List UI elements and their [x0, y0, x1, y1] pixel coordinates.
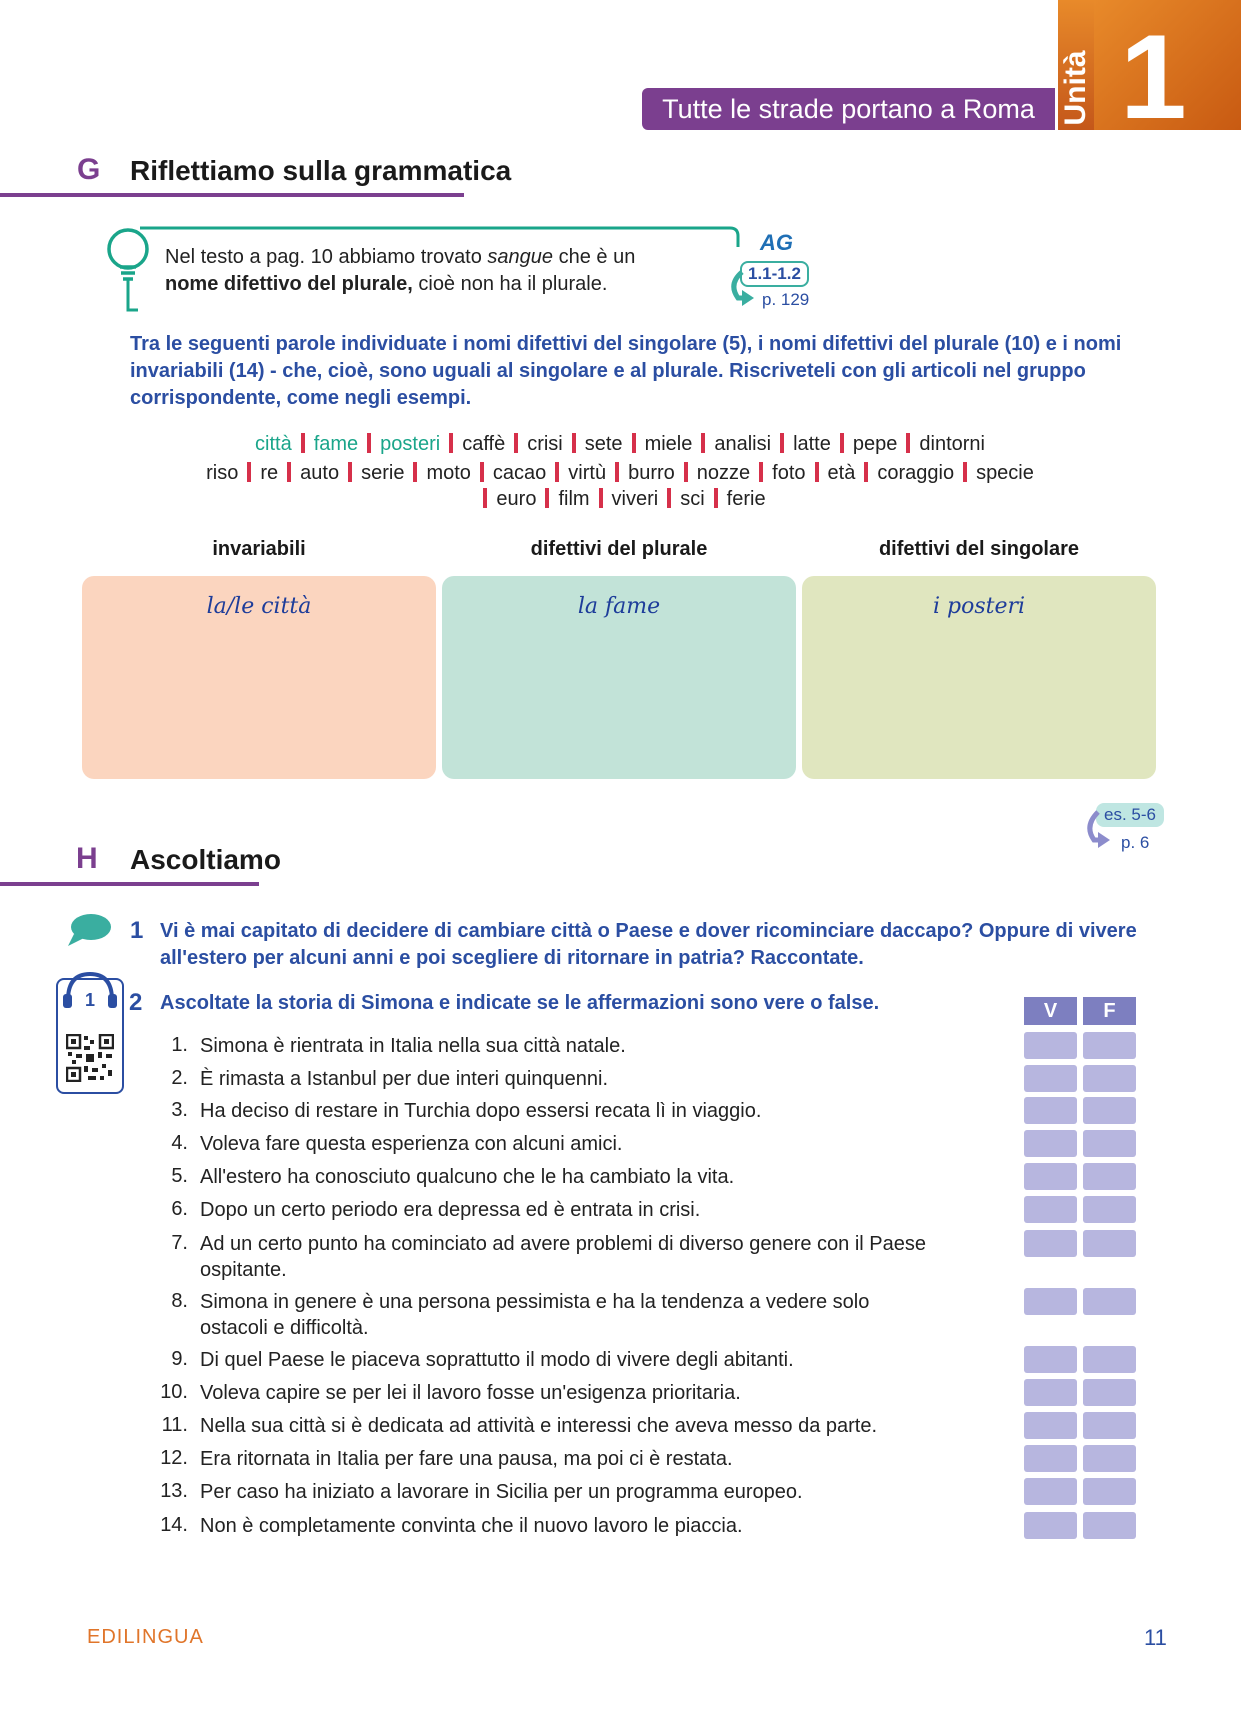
word-item: analisi: [714, 433, 772, 455]
question-1-number: 1: [130, 917, 144, 944]
statement-number: 2.: [171, 1067, 188, 1089]
word-item: re: [260, 462, 279, 484]
statement-number: 4.: [171, 1132, 188, 1154]
word-item: dintorni: [919, 433, 985, 455]
example-invariabili: la/le città: [206, 594, 312, 619]
answer-box-difettivi-plurale[interactable]: [442, 576, 796, 779]
statement-text: Di quel Paese le piaceva soprattutto il modo di vivere degli abitanti.: [200, 1349, 794, 1371]
question-1-text: Vi è mai capitato di decidere di cambiare città o Paese e dover ricominciare daccapo? Oppure di vivere all'estero per alcuni anni e poi scegliere di ritornare in patria? Raccontate.: [160, 920, 1137, 969]
publisher-logo: EDILINGUA: [87, 1626, 204, 1648]
word-separator: [759, 462, 763, 482]
false-checkbox[interactable]: [1083, 1065, 1136, 1092]
word-item: auto: [300, 462, 340, 484]
section-g-letter: G: [77, 153, 101, 186]
statement-number: 7.: [171, 1232, 188, 1254]
question-2-number: 2: [129, 989, 143, 1016]
true-checkbox[interactable]: [1024, 1130, 1077, 1157]
statement-number: 12.: [160, 1447, 188, 1469]
word-item: pepe: [852, 433, 898, 455]
grammar-ref-page[interactable]: p. 129: [762, 290, 810, 309]
statement-number: 3.: [171, 1099, 188, 1121]
grammar-ref-range[interactable]: 1.1-1.2: [740, 261, 809, 287]
word-item: riso: [206, 462, 239, 484]
word-item: foto: [772, 462, 806, 484]
example-word: fame: [313, 433, 359, 455]
word-item: film: [558, 488, 590, 510]
answer-box-invariabili[interactable]: [82, 576, 436, 779]
statement-text: Non è completamente convinta che il nuovo lavoro le piaccia.: [200, 1515, 743, 1537]
statement-number: 1.: [171, 1034, 188, 1056]
word-separator: [545, 488, 549, 508]
false-checkbox[interactable]: [1083, 1032, 1136, 1059]
statement-text: Voleva capire se per lei il lavoro fosse un'esigenza prioritaria.: [200, 1382, 741, 1404]
word-separator: [599, 488, 603, 508]
false-checkbox[interactable]: [1083, 1163, 1136, 1190]
statement-text: Per caso ha iniziato a lavorare in Sicilia per un programma europeo.: [200, 1481, 803, 1503]
section-h-underline: [0, 882, 259, 886]
statement-number: 10.: [160, 1381, 188, 1403]
statement-number: 8.: [171, 1290, 188, 1312]
statement-number: 6.: [171, 1198, 188, 1220]
word-separator: [555, 462, 559, 482]
word-separator: [287, 462, 291, 482]
statement-text: È rimasta a Istanbul per due interi quinquenni.: [200, 1068, 609, 1090]
statement-number: 11.: [161, 1414, 188, 1436]
tip-bold: nome difettivo del plurale,: [165, 273, 413, 295]
true-checkbox[interactable]: [1024, 1412, 1077, 1439]
word-item: età: [827, 462, 856, 484]
word-item: coraggio: [877, 462, 955, 484]
word-item: viveri: [611, 488, 659, 510]
true-checkbox[interactable]: [1024, 1379, 1077, 1406]
word-separator: [815, 462, 819, 482]
false-checkbox[interactable]: [1083, 1097, 1136, 1124]
true-checkbox[interactable]: [1024, 1032, 1077, 1059]
statement-number: 5.: [171, 1165, 188, 1187]
false-checkbox[interactable]: [1083, 1130, 1136, 1157]
example-word: città: [255, 433, 292, 455]
word-separator: [963, 462, 967, 482]
qr-code-icon: [66, 1034, 114, 1082]
false-checkbox[interactable]: [1083, 1346, 1136, 1373]
true-checkbox[interactable]: [1024, 1163, 1077, 1190]
word-item: euro: [496, 488, 537, 510]
word-bank-row-3: [80, 485, 1160, 514]
example-difettivi-plurale: la fame: [577, 594, 661, 619]
word-item: serie: [361, 462, 405, 484]
column-heading-invariabili: invariabili: [212, 538, 306, 560]
statement-text: Voleva fare questa esperienza con alcuni amici.: [200, 1133, 623, 1155]
false-checkbox[interactable]: [1083, 1512, 1136, 1539]
column-heading-difettivi-plurale: difettivi del plurale: [530, 538, 708, 560]
word-item: caffè: [462, 433, 506, 455]
word-separator: [906, 433, 910, 453]
statement-text: Simona è rientrata in Italia nella sua città natale.: [200, 1035, 626, 1057]
word-bank-row-1: [80, 430, 1160, 459]
tip-text: [165, 244, 705, 298]
true-checkbox[interactable]: [1024, 1196, 1077, 1223]
lightbulb-icon: [104, 227, 152, 289]
false-checkbox[interactable]: [1083, 1478, 1136, 1505]
column-heading-difettivi-singolare: difettivi del singolare: [878, 538, 1080, 560]
audio-qr-card[interactable]: [56, 978, 124, 1094]
word-item: sete: [584, 433, 623, 455]
false-checkbox[interactable]: [1083, 1196, 1136, 1223]
true-checkbox[interactable]: [1024, 1445, 1077, 1472]
false-checkbox[interactable]: [1083, 1288, 1136, 1315]
false-checkbox[interactable]: [1083, 1412, 1136, 1439]
word-separator: [367, 433, 371, 453]
statement-text: Nella sua città si è dedicata ad attività e interessi che aveva messo da parte.: [200, 1415, 878, 1437]
section-g-title: Riflettiamo sulla grammatica: [130, 155, 512, 186]
word-separator: [684, 462, 688, 482]
ag-badge: AG: [760, 230, 793, 255]
true-checkbox[interactable]: [1024, 1065, 1077, 1092]
word-separator: [701, 433, 705, 453]
word-item: ferie: [726, 488, 766, 510]
word-separator: [483, 488, 487, 508]
false-checkbox[interactable]: [1083, 1379, 1136, 1406]
tip-italic-word: sangue: [487, 246, 554, 268]
statement-text: Ha deciso di restare in Turchia dopo essersi recata lì in viaggio.: [200, 1100, 762, 1122]
false-checkbox[interactable]: [1083, 1445, 1136, 1472]
true-checkbox[interactable]: [1024, 1097, 1077, 1124]
word-separator: [480, 462, 484, 482]
word-item: latte: [793, 433, 831, 455]
word-bank-row-2: [80, 459, 1160, 488]
statement-number: 9.: [171, 1348, 188, 1370]
answer-box-difettivi-singolare[interactable]: [802, 576, 1156, 779]
word-separator: [449, 433, 453, 453]
word-item: cacao: [492, 462, 547, 484]
true-checkbox[interactable]: [1024, 1512, 1077, 1539]
word-separator: [348, 462, 352, 482]
exercise-ref-arrow-icon: [1084, 810, 1118, 852]
tip-line1-a: Nel testo a pag. 10 abbiamo trovato: [165, 246, 488, 268]
statement-text: All'estero ha conosciuto qualcuno che le ha cambiato la vita.: [200, 1166, 735, 1188]
true-checkbox[interactable]: [1024, 1230, 1077, 1257]
word-separator: [247, 462, 251, 482]
reference-arrow-icon: [728, 270, 762, 310]
true-checkbox[interactable]: [1024, 1346, 1077, 1373]
word-separator: [780, 433, 784, 453]
word-separator: [572, 433, 576, 453]
word-separator: [301, 433, 305, 453]
statement-number: 14.: [160, 1514, 188, 1536]
statement-text: Ad un certo punto ha cominciato ad avere problemi di diverso genere con il Paese ospitante.: [200, 1233, 926, 1281]
statement-text: Dopo un certo periodo era depressa ed è entrata in crisi.: [200, 1199, 701, 1221]
exercise-instruction: Tra le seguenti parole individuate i nomi difettivi del singolare (5), i nomi difettivi del plurale (10) e i nomi invariabili (14) - che, cioè, sono uguali al singolare e al plurale. Riscriveteli con gli articoli nel gruppo corrispondente, come negli esempi.: [130, 333, 1122, 409]
unit-word: Unità: [1059, 50, 1092, 126]
true-checkbox[interactable]: [1024, 1288, 1077, 1315]
false-column-header: F: [1083, 997, 1136, 1025]
word-item: nozze: [696, 462, 751, 484]
audio-track-number: 1: [84, 990, 95, 1010]
page-number: 11: [1144, 1625, 1167, 1650]
word-separator: [615, 462, 619, 482]
word-item: moto: [426, 462, 471, 484]
word-separator: [632, 433, 636, 453]
section-h-letter: H: [76, 842, 98, 875]
word-item: virtù: [568, 462, 607, 484]
word-separator: [514, 433, 518, 453]
statement-text: Era ritornata in Italia per fare una pausa, ma poi ci è restata.: [200, 1448, 733, 1470]
unit-number: 1: [1120, 10, 1187, 144]
word-item: miele: [644, 433, 693, 455]
word-separator: [667, 488, 671, 508]
section-h-title: Ascoltiamo: [130, 844, 281, 875]
word-item: crisi: [527, 433, 563, 455]
statement-number: 13.: [160, 1480, 188, 1502]
word-item: sci: [680, 488, 705, 510]
question-2-text: Ascoltate la storia di Simona e indicate se le affermazioni sono vere o false.: [160, 992, 880, 1014]
exercise-ref[interactable]: es. 5-6: [1096, 803, 1164, 827]
word-separator: [413, 462, 417, 482]
word-separator: [840, 433, 844, 453]
word-separator: [864, 462, 868, 482]
word-separator: [714, 488, 718, 508]
statement-text: Simona in genere è una persona pessimista e ha la tendenza a vedere solo ostacoli e difficoltà.: [200, 1291, 870, 1339]
exercise-ref-page[interactable]: p. 6: [1121, 833, 1150, 852]
true-column-header: V: [1024, 997, 1077, 1025]
example-difettivi-singolare: i posteri: [932, 594, 1026, 619]
word-item: specie: [976, 462, 1034, 484]
tip-line2-rest: cioè non ha il plurale.: [412, 273, 608, 295]
word-item: burro: [628, 462, 675, 484]
unit-label: [1058, 46, 1094, 130]
example-word: posteri: [380, 433, 441, 455]
false-checkbox[interactable]: [1083, 1230, 1136, 1257]
tip-line1-b: che è un: [553, 246, 636, 268]
section-g-underline: [0, 193, 464, 197]
speech-bubble-icon: [66, 912, 112, 948]
unit-title-banner: Tutte le strade portano a Roma: [642, 88, 1055, 130]
true-checkbox[interactable]: [1024, 1478, 1077, 1505]
